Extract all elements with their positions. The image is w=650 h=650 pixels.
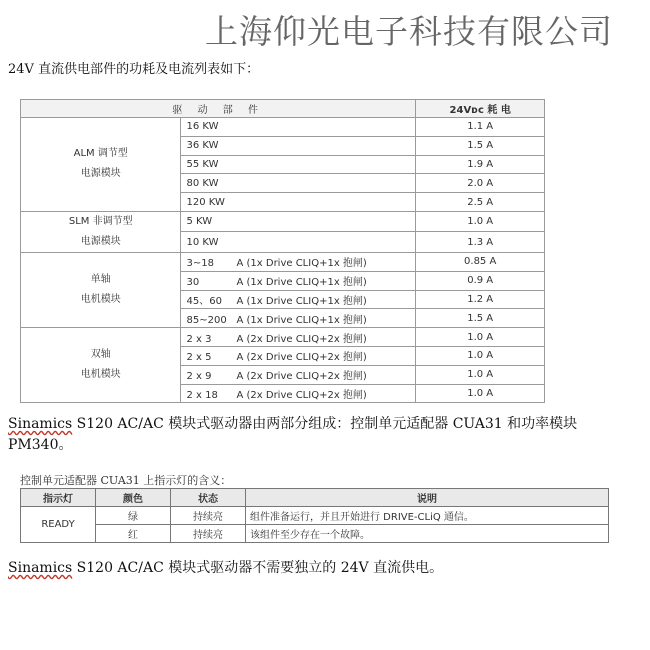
group-label-line1: 单轴 bbox=[90, 274, 111, 286]
component-rating bbox=[181, 136, 416, 155]
current-value: 1.5 A bbox=[416, 136, 545, 155]
table-row bbox=[21, 507, 609, 525]
description-cell: 该组件至少存在一个故障。 bbox=[246, 525, 609, 543]
header-color: 颜色 bbox=[96, 489, 171, 507]
current-value: 1.5 A bbox=[416, 309, 545, 328]
intro-text: 24V 直流供电部件的功耗及电流列表如下： bbox=[8, 62, 260, 77]
table-row bbox=[21, 252, 545, 271]
rating-value: 80 KW bbox=[186, 177, 219, 189]
component-rating bbox=[181, 193, 416, 212]
rating-value: 30 bbox=[186, 277, 200, 289]
group-label-line1: 双轴 bbox=[90, 349, 111, 361]
rating-description: A (1x Drive CLIQ+1x 抱闸) bbox=[236, 277, 367, 289]
group-label-line2: 电源模块 bbox=[80, 235, 121, 247]
rating-value: 16 KW bbox=[186, 121, 219, 133]
rating-value: 36 KW bbox=[186, 140, 219, 152]
paragraph-line2: PM340。 bbox=[8, 437, 73, 453]
current-value: 1.0 A bbox=[416, 211, 545, 232]
group-label-line2: 电源模块 bbox=[80, 168, 121, 180]
rating-value: 2 x 3 bbox=[186, 333, 212, 345]
component-rating bbox=[181, 365, 416, 384]
component-rating bbox=[181, 290, 416, 309]
rating-value: 120 KW bbox=[186, 196, 225, 208]
rating-value: 2 x 18 bbox=[186, 389, 218, 401]
rating-value: 10 KW bbox=[186, 236, 219, 248]
rating-description: A (1x Drive CLIQ+1x 抱闸) bbox=[236, 258, 367, 270]
current-value: 1.0 A bbox=[416, 365, 545, 384]
group-label-line1: ALM 调节型 bbox=[73, 148, 128, 160]
power-consumption-table bbox=[20, 99, 545, 403]
current-value: 1.0 A bbox=[416, 384, 545, 403]
header-state: 状态 bbox=[171, 489, 246, 507]
paragraph-text: S120 AC/AC 模块式驱动器不需要独立的 24V 直流供电。 bbox=[72, 560, 444, 576]
indicator-ready: READY bbox=[21, 507, 96, 543]
group-label bbox=[21, 211, 181, 252]
color-cell: 红 bbox=[96, 525, 171, 543]
current-value: 1.2 A bbox=[416, 290, 545, 309]
rating-description: A (1x Drive CLIQ+1x 抱闸) bbox=[236, 295, 367, 307]
group-label-line2: 电机模块 bbox=[80, 369, 121, 381]
paragraph-line1: S120 AC/AC 模块式驱动器由两部分组成：控制单元适配器 CUA31 和功率模块 bbox=[72, 416, 578, 432]
component-rating bbox=[181, 118, 416, 137]
rating-description: A (2x Drive CLIQ+2x 抱闸) bbox=[236, 389, 367, 401]
component-rating bbox=[181, 271, 416, 290]
group-label bbox=[21, 252, 181, 327]
table-row bbox=[21, 328, 545, 347]
component-rating bbox=[181, 328, 416, 347]
rating-value: 2 x 9 bbox=[186, 371, 212, 383]
component-rating bbox=[181, 211, 416, 232]
table-row bbox=[21, 211, 545, 232]
header-description: 说明 bbox=[246, 489, 609, 507]
group-label bbox=[21, 118, 181, 212]
current-value: 1.0 A bbox=[416, 346, 545, 365]
component-rating bbox=[181, 232, 416, 253]
description-cell: 组件准备运行，并且开始进行 DRIVE-CLiQ 通信。 bbox=[246, 507, 609, 525]
rating-value: 85~200 bbox=[186, 314, 227, 326]
header-24v-consumption: 24Vᴅᴄ 耗 电 bbox=[416, 100, 545, 118]
company-name: 上海仰光电子科技有限公司 bbox=[205, 12, 613, 51]
current-value: 2.0 A bbox=[416, 174, 545, 193]
color-cell: 绿 bbox=[96, 507, 171, 525]
state-cell: 持续亮 bbox=[171, 525, 246, 543]
current-value: 1.3 A bbox=[416, 232, 545, 253]
component-rating bbox=[181, 346, 416, 365]
group-label-line2: 电机模块 bbox=[80, 294, 121, 306]
component-rating bbox=[181, 384, 416, 403]
rating-description: A (2x Drive CLIQ+2x 抱闸) bbox=[236, 352, 367, 364]
rating-value: 45、60 bbox=[186, 295, 222, 307]
rating-value: 5 KW bbox=[186, 216, 213, 228]
rating-value: 2 x 5 bbox=[186, 352, 212, 364]
group-label bbox=[21, 328, 181, 403]
current-value: 1.9 A bbox=[416, 155, 545, 174]
group-label-line1: SLM 非调节型 bbox=[68, 215, 133, 227]
table-row bbox=[21, 525, 609, 543]
current-value: 1.0 A bbox=[416, 328, 545, 347]
component-rating bbox=[181, 309, 416, 328]
brand-sinamics: Sinamics bbox=[8, 416, 73, 432]
state-cell: 持续亮 bbox=[171, 507, 246, 525]
current-value: 0.85 A bbox=[416, 252, 545, 271]
current-value: 0.9 A bbox=[416, 271, 545, 290]
table-row bbox=[21, 118, 545, 137]
paragraph-s120-composition bbox=[8, 414, 577, 456]
rating-description: A (2x Drive CLIQ+2x 抱闸) bbox=[236, 333, 367, 345]
rating-description: A (1x Drive CLIQ+1x 抱闸) bbox=[236, 314, 367, 326]
rating-value: 3~18 bbox=[186, 258, 214, 270]
paragraph-no-24v bbox=[8, 558, 443, 579]
component-rating bbox=[181, 252, 416, 271]
component-rating bbox=[181, 155, 416, 174]
brand-sinamics: Sinamics bbox=[8, 560, 73, 576]
current-value: 2.5 A bbox=[416, 193, 545, 212]
rating-value: 55 KW bbox=[186, 158, 219, 170]
current-value: 1.1 A bbox=[416, 118, 545, 137]
rating-description: A (2x Drive CLIQ+2x 抱闸) bbox=[236, 371, 367, 383]
header-indicator: 指示灯 bbox=[21, 489, 96, 507]
indicator-caption: 控制单元适配器 CUA31 上指示灯的含义： bbox=[20, 474, 232, 487]
header-drive-component: 驱 动 部 件 bbox=[21, 100, 416, 118]
indicator-table bbox=[20, 488, 609, 543]
component-rating bbox=[181, 174, 416, 193]
